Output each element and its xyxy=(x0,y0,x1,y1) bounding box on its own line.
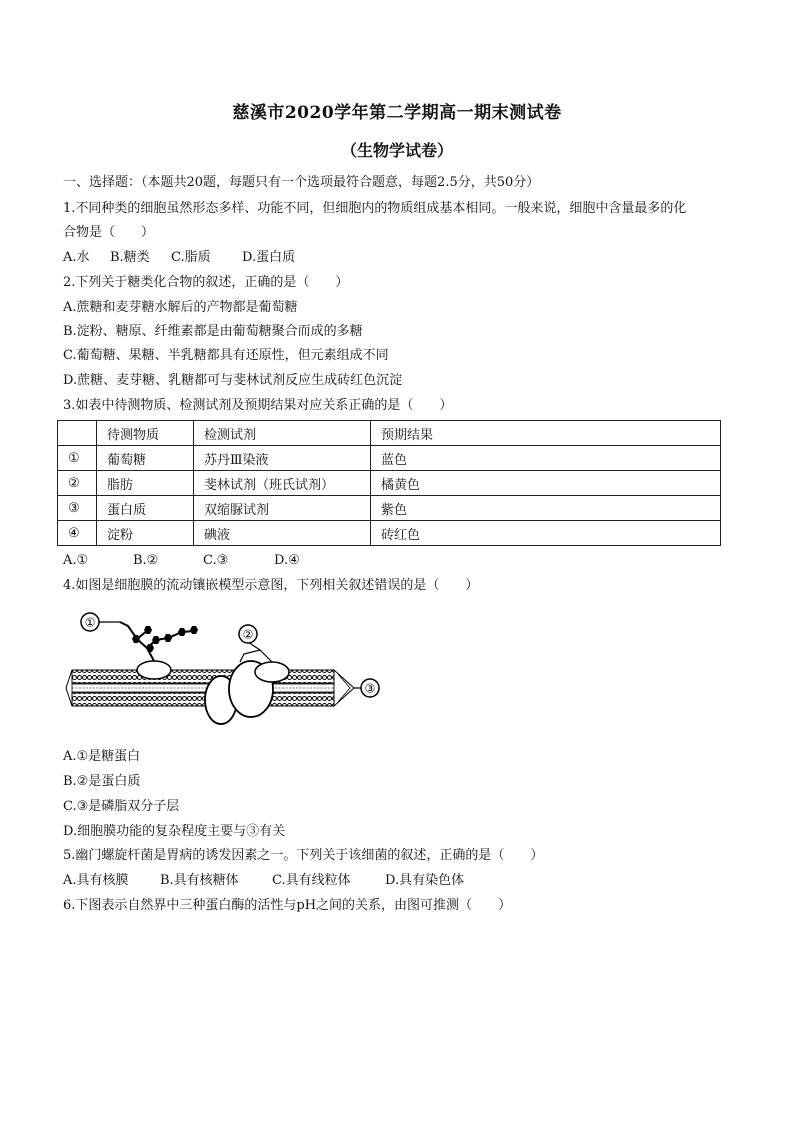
q5-stem: 5.幽门螺旋杆菌是胃病的诱发因素之一。下列关于该细菌的叙述，正确的是（ ） xyxy=(63,848,544,863)
figure-label-2 xyxy=(239,625,257,643)
q5-option-d: D.具有染色体 xyxy=(385,873,465,888)
table-cell: ② xyxy=(58,471,97,496)
table-header-row xyxy=(58,421,721,446)
table-header-cell: 预期结果 xyxy=(371,421,721,446)
table-row xyxy=(58,496,721,521)
q1-option-d: D.蛋白质 xyxy=(242,250,296,265)
table-row xyxy=(58,521,721,546)
q5-option-a: A.具有核膜 xyxy=(63,873,129,888)
q3-option-b: B.② xyxy=(133,553,159,568)
q3-stem: 3.如表中待测物质、检测试剂及预期结果对应关系正确的是（ ） xyxy=(63,398,453,413)
q3-option-d: D.④ xyxy=(274,553,300,568)
table-cell: 双缩脲试剂 xyxy=(194,496,371,521)
section-heading: 一、选择题：（本题共20题，每题只有一个选项最符合题意，每题2.5分，共50分） xyxy=(63,175,540,190)
q4-option-a: A.①是糖蛋白 xyxy=(63,749,141,764)
q4-option-c: C.③是磷脂双分子层 xyxy=(63,799,180,814)
table-cell: 碘液 xyxy=(194,521,371,546)
svg-text:②: ② xyxy=(242,627,254,642)
q3-options xyxy=(63,551,734,571)
table-cell: 淀粉 xyxy=(97,521,194,546)
table-cell: 葡萄糖 xyxy=(97,446,194,471)
figure-label-1 xyxy=(81,613,99,631)
q1-stem-line1: 1.不同种类的细胞虽然形态多样、功能不同，但细胞内的物质组成基本相同。一般来说，细胞中含量最多的化 xyxy=(63,201,687,216)
q5-options xyxy=(63,871,734,891)
table-header-cell: 待测物质 xyxy=(97,421,194,446)
table-header-cell: 检测试剂 xyxy=(194,421,371,446)
q6-stem: 6.下图表示自然界中三种蛋白酶的活性与pH之间的关系，由图可推测（ ） xyxy=(63,898,512,913)
q1-options xyxy=(63,248,734,268)
q2-option-b: B.淀粉、糖原、纤维素都是由葡萄糖聚合而成的多糖 xyxy=(63,324,363,339)
table-cell: 苏丹Ⅲ染液 xyxy=(194,446,371,471)
table-row xyxy=(58,446,721,471)
q5-option-c: C.具有线粒体 xyxy=(272,873,351,888)
exam-title: 慈溪市2020学年第二学期高一期末测试卷 xyxy=(232,103,562,123)
q4-stem: 4.如图是细胞膜的流动镶嵌模型示意图，下列相关叙述错误的是（ ） xyxy=(63,578,479,593)
table-header-cell xyxy=(58,421,97,446)
q1-option-a: A.水 xyxy=(63,250,90,265)
svg-text:①: ① xyxy=(84,615,96,630)
table-cell: 蛋白质 xyxy=(97,496,194,521)
q2-option-a: A.蔗糖和麦芽糖水解后的产物都是葡萄糖 xyxy=(63,300,298,315)
q4-option-d: D.细胞膜功能的复杂程度主要与③有关 xyxy=(63,824,286,839)
figure-label-3 xyxy=(354,679,379,697)
cell-membrane-diagram xyxy=(62,604,392,734)
q2-stem: 2.下列关于糖类化合物的叙述，正确的是（ ） xyxy=(63,275,349,290)
table-cell: 脂肪 xyxy=(97,471,194,496)
q2-option-c: C.葡萄糖、果糖、半乳糖都具有还原性，但元素组成不同 xyxy=(63,348,389,363)
table-cell: 紫色 xyxy=(371,496,721,521)
sugar-chain xyxy=(98,622,198,661)
table-cell: 蓝色 xyxy=(371,446,721,471)
table-cell: ④ xyxy=(58,521,97,546)
q1-stem-line2: 合物是（ ） xyxy=(63,225,155,240)
table-cell: ③ xyxy=(58,496,97,521)
q3-table xyxy=(57,420,721,546)
q5-option-b: B.具有核糖体 xyxy=(160,873,239,888)
q3-option-a: A.① xyxy=(63,553,89,568)
table-cell: 砖红色 xyxy=(371,521,721,546)
exam-subtitle: （生物学试卷） xyxy=(340,141,453,160)
q1-option-c: C.脂质 xyxy=(171,250,211,265)
table-cell: 橘黄色 xyxy=(371,471,721,496)
q4-option-b: B.②是蛋白质 xyxy=(63,774,141,789)
q2-option-d: D.蔗糖、麦芽糖、乳糖都可与斐林试剂反应生成砖红色沉淀 xyxy=(63,373,403,388)
table-cell: ① xyxy=(58,446,97,471)
protein-pointer xyxy=(240,650,272,662)
svg-text:③: ③ xyxy=(364,681,376,696)
table-cell: 斐林试剂（班氏试剂） xyxy=(194,471,371,496)
q3-option-c: C.③ xyxy=(203,553,229,568)
table-row xyxy=(58,471,721,496)
q1-option-b: B.糖类 xyxy=(110,250,150,265)
